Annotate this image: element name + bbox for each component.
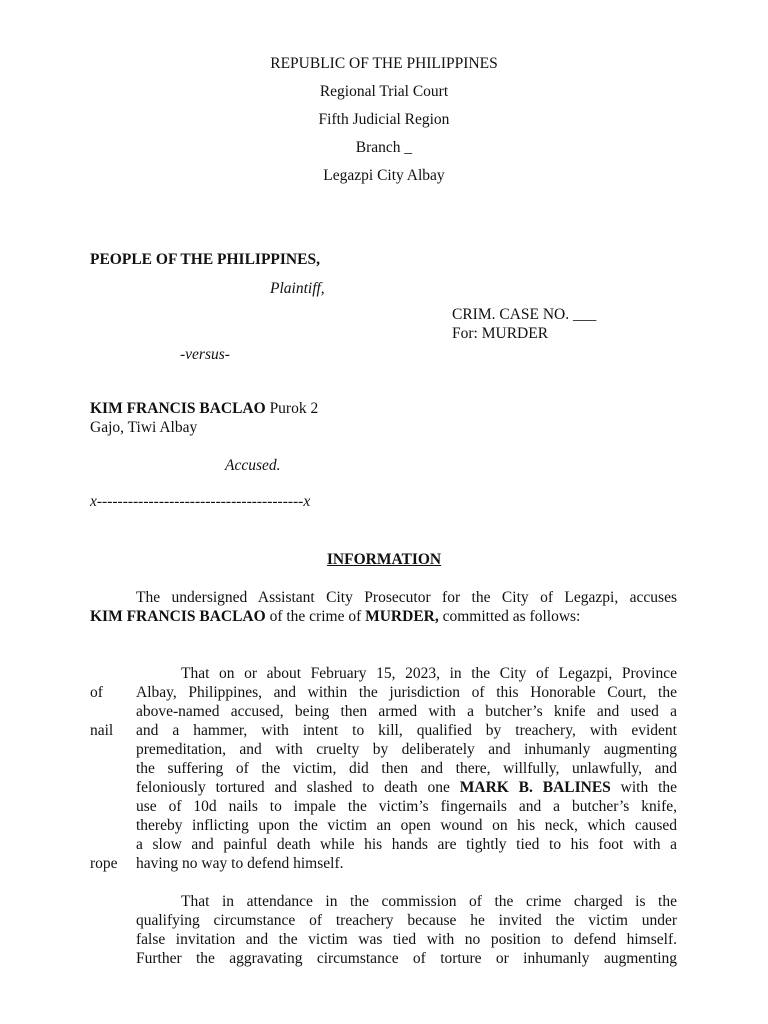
para2-line-2: qualifying circumstance of treachery because he invited the victim under: [136, 912, 677, 929]
body-line-7: [136, 778, 677, 797]
accused-address-2: Gajo, Tiwi Albay: [90, 419, 198, 436]
margin-note-nail: nail: [90, 722, 114, 739]
victim-name: MARK B. BALINES: [459, 779, 611, 796]
body-line-7a: feloniously tortured and slashed to death one: [136, 779, 460, 796]
body-line-8: use of 10d nails to impale the victim’s fingernails and a butcher’s knife,: [136, 798, 677, 815]
header-republic: REPUBLIC OF THE PHILIPPINES: [270, 55, 498, 72]
body-line-6: the suffering of the victim, did then and there, willfully, unlawfully, and: [136, 760, 677, 777]
body-line-3: above-named accused, being then armed with a butcher’s knife and used a: [136, 703, 677, 720]
intro-line-2: [90, 607, 580, 626]
body-line-11: having no way to defend himself.: [136, 855, 344, 872]
header-branch: Branch _: [355, 139, 413, 156]
document-title: INFORMATION: [326, 551, 442, 568]
header-region: Fifth Judicial Region: [318, 111, 450, 128]
body-line-1: That on or about February 15, 2023, in the City of Legazpi, Province: [181, 665, 677, 682]
accused-role: Accused.: [225, 457, 281, 474]
body-line-4: and a hammer, with intent to kill, qualified by treachery, with evident: [136, 722, 677, 739]
para2-line-1: That in attendance in the commission of the crime charged is the: [181, 893, 677, 910]
para2-line-4: Further the aggravating circumstance of torture or inhumanly augmenting: [136, 950, 677, 967]
body-line-5: premeditation, and with cruelty by deliberately and inhumanly augmenting: [136, 741, 677, 758]
case-for: For: MURDER: [452, 325, 549, 342]
intro-line-1: The undersigned Assistant City Prosecutor for the City of Legazpi, accuses: [136, 589, 677, 606]
header-court: Regional Trial Court: [319, 83, 449, 100]
plaintiff-name: PEOPLE OF THE PHILIPPINES,: [90, 251, 320, 268]
caption-separator: x----------------------------------------x: [90, 493, 311, 510]
intro-end: committed as follows:: [438, 608, 581, 625]
header-location: Legazpi City Albay: [323, 167, 445, 184]
case-number: CRIM. CASE NO. ___: [452, 306, 597, 323]
body-line-9: thereby inflicting upon the victim an open wound on his neck, which caused: [136, 817, 677, 834]
accused-name: KIM FRANCIS BACLAO: [90, 400, 266, 417]
intro-accused: KIM FRANCIS BACLAO: [90, 608, 266, 625]
body-line-2: Albay, Philippines, and within the jurisdiction of this Honorable Court, the: [136, 684, 677, 701]
versus-label: -versus-: [180, 346, 230, 363]
body-line-7c: with the: [610, 779, 678, 796]
accused-address-1: Purok 2: [265, 400, 319, 417]
plaintiff-role: Plaintiff,: [270, 280, 325, 297]
margin-note-of: of: [90, 684, 103, 701]
intro-crime: MURDER,: [365, 608, 439, 625]
body-line-10: a slow and painful death while his hands are tightly tied to his foot with a: [136, 836, 677, 853]
para2-line-3: false invitation and the victim was tied with no position to defend himself.: [136, 931, 677, 948]
intro-mid: of the crime of: [265, 608, 366, 625]
margin-note-rope: rope: [90, 855, 118, 872]
accused-block: [90, 399, 318, 418]
